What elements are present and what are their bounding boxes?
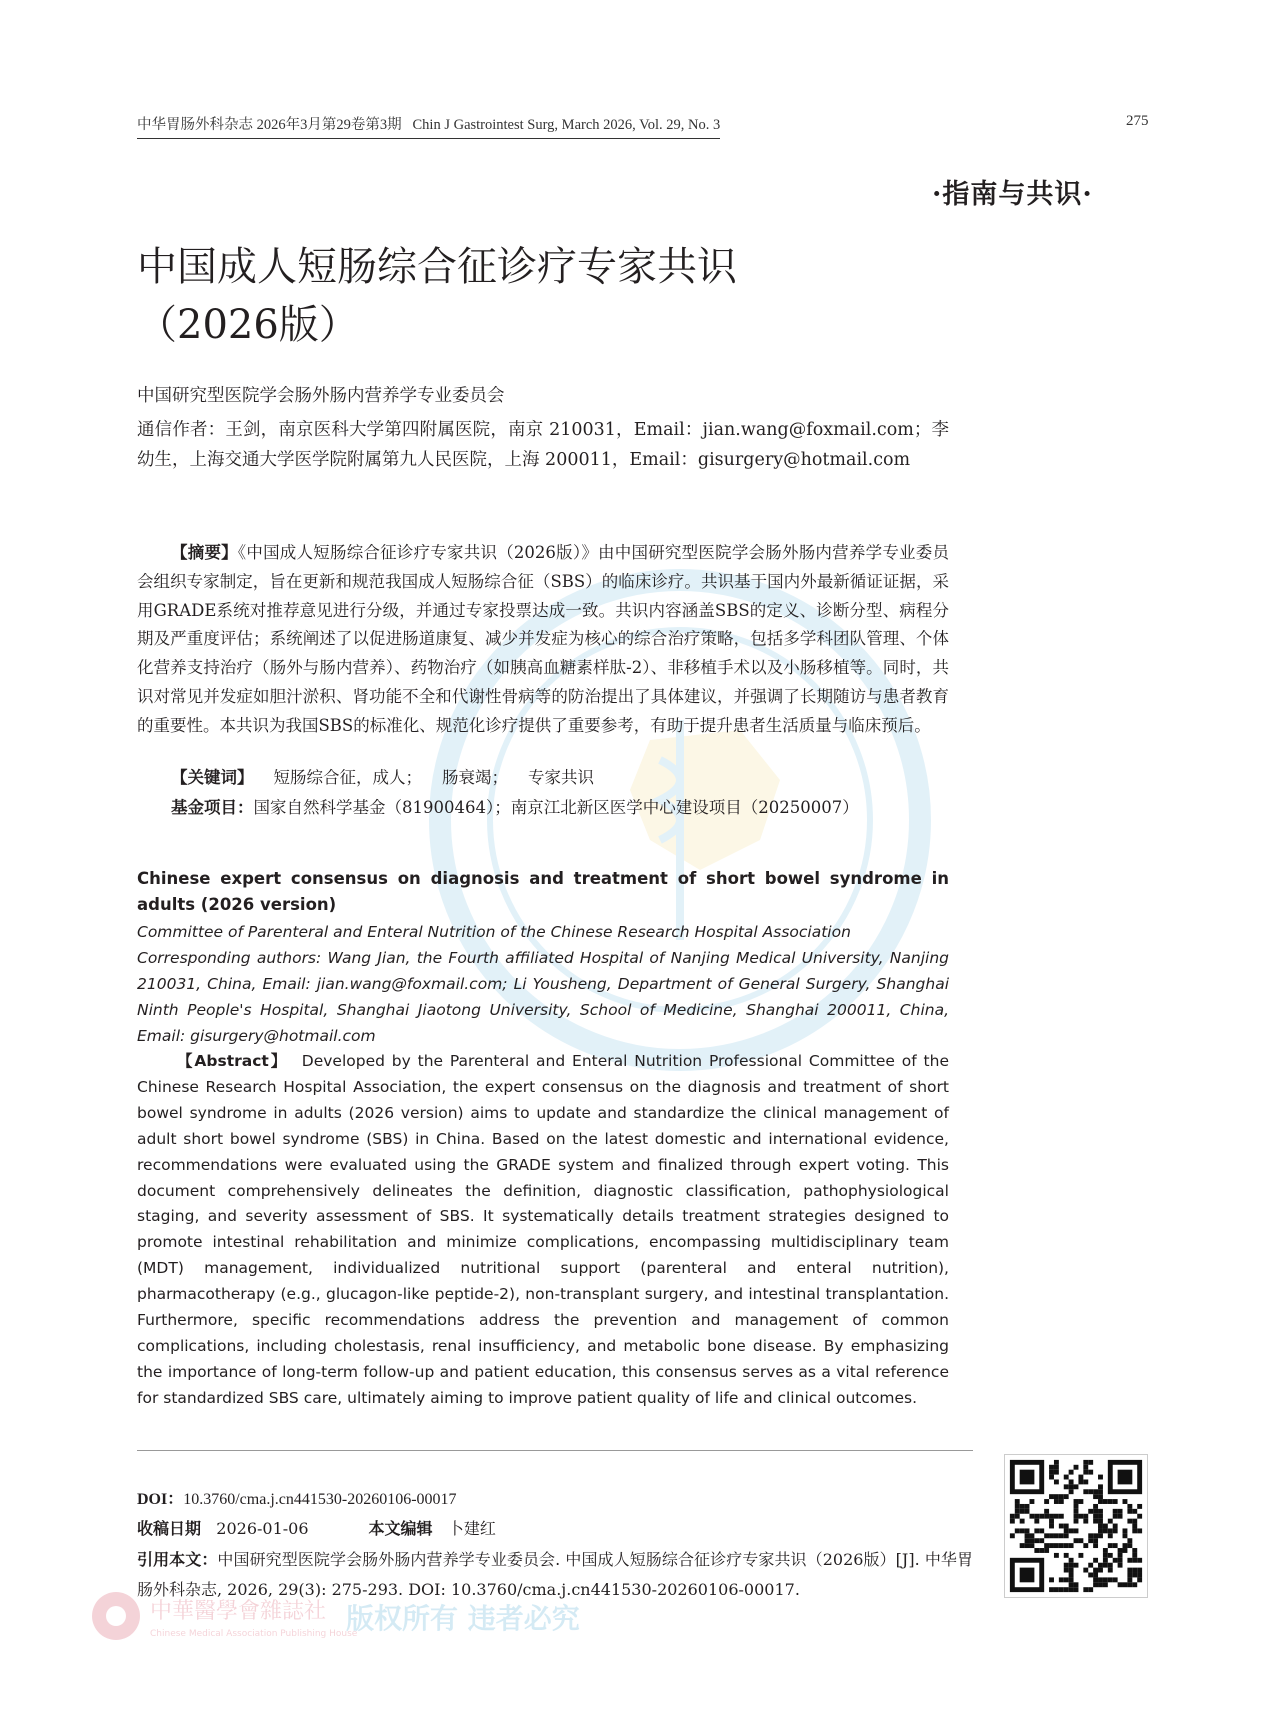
running-header (137, 113, 720, 139)
keyword-item: 专家共识 (528, 768, 594, 787)
keyword-item: 肠衰竭； (442, 768, 508, 787)
doi-value[interactable]: 10.3760/cma.j.cn441530-20260106-00017 (183, 1491, 457, 1508)
english-abstract-text: Developed by the Parenteral and Enteral Nutrition Professional Committee of the Chinese Research Hospital Association, the expert consensus on the diagnosis and treatment of short bowel syndrome in adults (2026 version) aims to update and standardize the clinical management of adult short bowel syndrome (SBS) in China. Based on the latest domestic and international evidence, recommendations were evaluated using the GRADE system and finalized through expert voting. This document comprehensively delineates the definition, diagnostic classification, pathophysiological staging, and severity assessment of SBS. It systematically details treatment strategies designed to promote intestinal rehabilitation and minimize complications, encompassing multidisciplinary team (MDT) management, individualized nutritional support (parenteral and enteral nutrition), pharmacotherapy (e.g., glucagon-like peptide-2), non-transplant surgery, and intestinal transplantation. Furthermore, specific recommendations address the prevention and management of common complications, including cholestasis, renal insufficiency, and metabolic bone disease. By emphasizing the importance of long-term follow-up and patient education, this consensus serves as a vital reference for standardized SBS care, ultimately aiming to improve patient quality of life and clinical outcomes. (137, 1052, 949, 1407)
keyword-item: 短肠综合征，成人； (273, 768, 422, 787)
cite-label: 引用本文： (137, 1550, 218, 1569)
funding (171, 794, 859, 818)
svg-text:中華醫學會雜誌社: 中華醫學會雜誌社 (150, 1599, 327, 1624)
doi-label: DOI： (137, 1491, 184, 1508)
editor-name: 卜建红 (447, 1519, 496, 1538)
page-number: 275 (1126, 113, 1149, 129)
qr-code-image (1005, 1455, 1147, 1597)
svg-text:Chinese Medical Association Pu: Chinese Medical Association Publishing House (150, 1629, 358, 1639)
doi (137, 1486, 457, 1509)
author-organization: 中国研究型医院学会肠外肠内营养学专业委员会 (137, 386, 505, 406)
corresponding-authors: 通信作者：王剑，南京医科大学第四附属医院，南京 210031，Email：jian.wang@foxmail.com；李幼生，上海交通大学医学院附属第九人民医院，上海 200011，Email：gisurgery@hotmail.com (137, 420, 949, 470)
english-title: Chinese expert consensus on diagnosis and treatment of short bowel syndrome in adults (2026 version) (137, 869, 949, 914)
journal-cn: 中华胃肠外科杂志 2026年3月第29卷第3期 (137, 117, 402, 133)
received-label: 收稿日期 (137, 1519, 202, 1538)
keywords-label: 【关键词】 (171, 768, 254, 787)
cite-text: 中国研究型医院学会肠外肠内营养学专业委员会. 中国成人短肠综合征诊疗专家共识（2026版）[J]. 中华胃肠外科杂志, 2026, 29(3): 275-293. DOI: 10.3760/cma.j.cn441530-20260106-00017. (137, 1550, 973, 1599)
title-line-2: （2026版） (137, 302, 359, 348)
section-label: ·指南与共识· (932, 179, 1093, 210)
editor-label: 本文编辑 (368, 1519, 433, 1538)
english-abstract (137, 1049, 949, 1412)
footer-divider (137, 1450, 973, 1451)
received-info (137, 1516, 496, 1539)
abstract-cn-label: 【摘要】 (171, 543, 238, 562)
english-abstract-label: 【Abstract】 (177, 1052, 289, 1070)
abstract-cn (137, 539, 949, 741)
journal-en: Chin J Gastrointest Surg, March 2026, Vol. 29, No. 3 (412, 117, 721, 133)
abstract-cn-text: 《中国成人短肠综合征诊疗专家共识（2026版）》由中国研究型医院学会肠外肠内营养学专业委员会组织专家制定，旨在更新和规范我国成人短肠综合征（SBS）的临床诊疗。共识基于国内外最新循证证据，采用GRADE系统对推荐意见进行分级，并通过专家投票达成一致。共识内容涵盖SBS的定义、诊断分型、病程分期及严重度评估；系统阐述了以促进肠道康复、减少并发症为核心的综合治疗策略，包括多学科团队管理、个体化营养支持治疗（肠外与肠内营养）、药物治疗（如胰高血糖素样肽-2）、非移植手术以及小肠移植等。同时，共识对常见并发症如胆汁淤积、肾功能不全和代谢性骨病等的防治提出了具体建议，并强调了长期随访与患者教育的重要性。本共识为我国SBS的标准化、规范化诊疗提供了重要参考，有助于提升患者生活质量与临床预后。 (137, 543, 949, 735)
english-corresponding: Corresponding authors: Wang Jian, the Fourth affiliated Hospital of Nanjing Medical University, Nanjing 210031, China, Email: jian.wang@foxmail.com; Li Yousheng, Department of General Surgery, Shanghai Ninth People's Hospital, Shanghai Jiaotong University, School of Medicine, Shanghai 200011, China, Email: gisurgery@hotmail.com (137, 949, 949, 1045)
english-committee: Committee of Parenteral and Enteral Nutrition of the Chinese Research Hospital Association (137, 923, 851, 941)
funding-text: 国家自然科学基金（81900464）；南京江北新区医学中心建设项目（20250007） (253, 798, 859, 817)
publisher-logo (88, 1588, 648, 1644)
funding-label: 基金项目： (171, 798, 254, 817)
qr-code[interactable] (1004, 1454, 1148, 1598)
svg-text:版权所有 违者必究: 版权所有 违者必究 (346, 1602, 580, 1635)
title-line-1: 中国成人短肠综合征诊疗专家共识 (137, 244, 737, 290)
keywords (171, 764, 594, 788)
article-title (137, 238, 1037, 354)
received-date: 2026-01-06 (216, 1519, 309, 1538)
